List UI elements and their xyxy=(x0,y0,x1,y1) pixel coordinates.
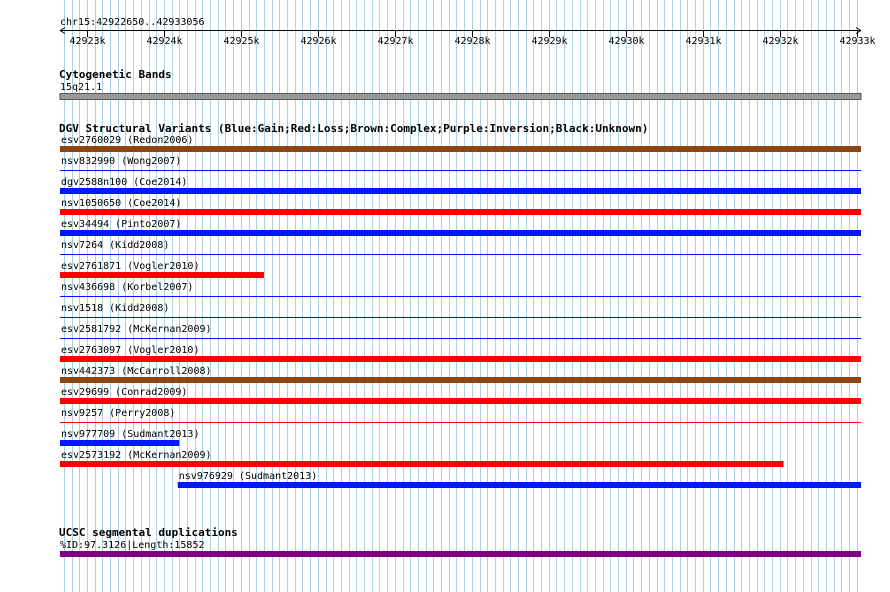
dgv-variant-label: esv2763097 (Vogler2010) xyxy=(61,345,200,356)
dgv-variant[interactable] xyxy=(60,240,861,255)
dgv-variant-label: esv2760029 (Redon2006) xyxy=(61,135,194,146)
dgv-variant-label: nsv442373 (McCarroll2008) xyxy=(61,366,212,377)
dgv-variant[interactable] xyxy=(60,282,861,297)
dgv-variant[interactable] xyxy=(60,177,861,194)
dgv-variant-bar[interactable] xyxy=(60,317,861,318)
dgv-variant-bar[interactable] xyxy=(60,146,861,152)
dgv-variant-bar[interactable] xyxy=(60,422,861,423)
dgv-variant[interactable] xyxy=(60,387,861,404)
dgv-variant-label: nsv976929 (Sudmant2013) xyxy=(178,471,318,482)
dgv-variant[interactable] xyxy=(60,450,784,467)
region-label: chr15:42922650..42933056 xyxy=(60,17,205,28)
dgv-variant-bar[interactable] xyxy=(60,230,861,236)
dgv-variant[interactable] xyxy=(60,303,861,318)
dgv-variant-bar[interactable] xyxy=(60,254,861,255)
segdup-label: %ID:97.3126|Length:15852 xyxy=(60,540,205,551)
ruler-tick-label: 42927k xyxy=(377,36,414,47)
dgv-variant-label: esv2761871 (Vogler2010) xyxy=(61,261,200,272)
ruler-tick-label: 42925k xyxy=(223,36,260,47)
dgv-variant[interactable] xyxy=(60,345,861,362)
segdup-track-title: UCSC segmental duplications xyxy=(59,526,238,539)
dgv-variant-bar[interactable] xyxy=(60,338,861,339)
ruler-tick-label: 42928k xyxy=(454,36,491,47)
dgv-variant[interactable] xyxy=(178,471,861,488)
ruler-tick-label: 42929k xyxy=(531,36,568,47)
dgv-variant[interactable] xyxy=(60,198,861,215)
ruler-tick-label: 42923k xyxy=(69,36,106,47)
dgv-variant[interactable] xyxy=(60,135,861,152)
dgv-variant-bar[interactable] xyxy=(178,482,861,488)
dgv-variant-label: esv29699 (Conrad2009) xyxy=(61,387,188,398)
dgv-track-title: DGV Structural Variants (Blue:Gain;Red:Loss;Brown:Complex;Purple:Inversion;Black:Unknown) xyxy=(59,122,649,135)
dgv-variant-bar[interactable] xyxy=(60,398,861,404)
ruler-tick-label: 42933k xyxy=(839,36,876,47)
dgv-variant-bar[interactable] xyxy=(60,188,861,194)
dgv-variant-bar[interactable] xyxy=(60,377,861,383)
ruler-tick-label: 42930k xyxy=(608,36,645,47)
dgv-variant[interactable] xyxy=(60,366,861,383)
dgv-variant-label: esv34494 (Pinto2007) xyxy=(61,219,182,230)
segdup-bar[interactable] xyxy=(60,551,861,557)
dgv-variant-bar[interactable] xyxy=(60,440,179,446)
cytoband-track-title: Cytogenetic Bands xyxy=(59,68,172,81)
dgv-variant-label: nsv7264 (Kidd2008) xyxy=(61,240,170,251)
dgv-variant-label: nsv436698 (Korbel2007) xyxy=(61,282,194,293)
ruler-tick-label: 42931k xyxy=(685,36,722,47)
dgv-variant-label: nsv1518 (Kidd2008) xyxy=(61,303,170,314)
dgv-variant-label: dgv2588n100 (Coe2014) xyxy=(61,177,188,188)
ruler-tick-label: 42924k xyxy=(146,36,183,47)
dgv-variant-bar[interactable] xyxy=(60,272,264,278)
dgv-variant[interactable] xyxy=(60,408,861,423)
dgv-variant-bar[interactable] xyxy=(60,209,861,215)
dgv-variant[interactable] xyxy=(60,429,199,446)
cytoband-label: 15q21.1 xyxy=(60,82,103,93)
dgv-variant-bar[interactable] xyxy=(60,296,861,297)
dgv-variant-label: nsv9257 (Perry2008) xyxy=(61,408,176,419)
dgv-variant-label: esv2573192 (McKernan2009) xyxy=(61,450,212,461)
dgv-variant-label: esv2581792 (McKernan2009) xyxy=(61,324,212,335)
cytoband-bar[interactable] xyxy=(60,94,861,100)
dgv-variant[interactable] xyxy=(60,324,861,339)
ruler-tick-label: 42932k xyxy=(762,36,799,47)
dgv-variant-bar[interactable] xyxy=(60,356,861,362)
dgv-variant-label: nsv1050650 (Coe2014) xyxy=(61,198,182,209)
dgv-variant[interactable] xyxy=(60,156,861,171)
ruler-tick-label: 42926k xyxy=(300,36,337,47)
dgv-variant-bar[interactable] xyxy=(60,170,861,171)
ruler xyxy=(60,17,876,47)
dgv-variant-label: nsv832990 (Wong2007) xyxy=(61,156,182,167)
segdup-track xyxy=(59,526,861,557)
dgv-variant-bar[interactable] xyxy=(60,461,784,467)
dgv-variant-label: nsv977709 (Sudmant2013) xyxy=(61,429,200,440)
dgv-variant[interactable] xyxy=(60,219,861,236)
